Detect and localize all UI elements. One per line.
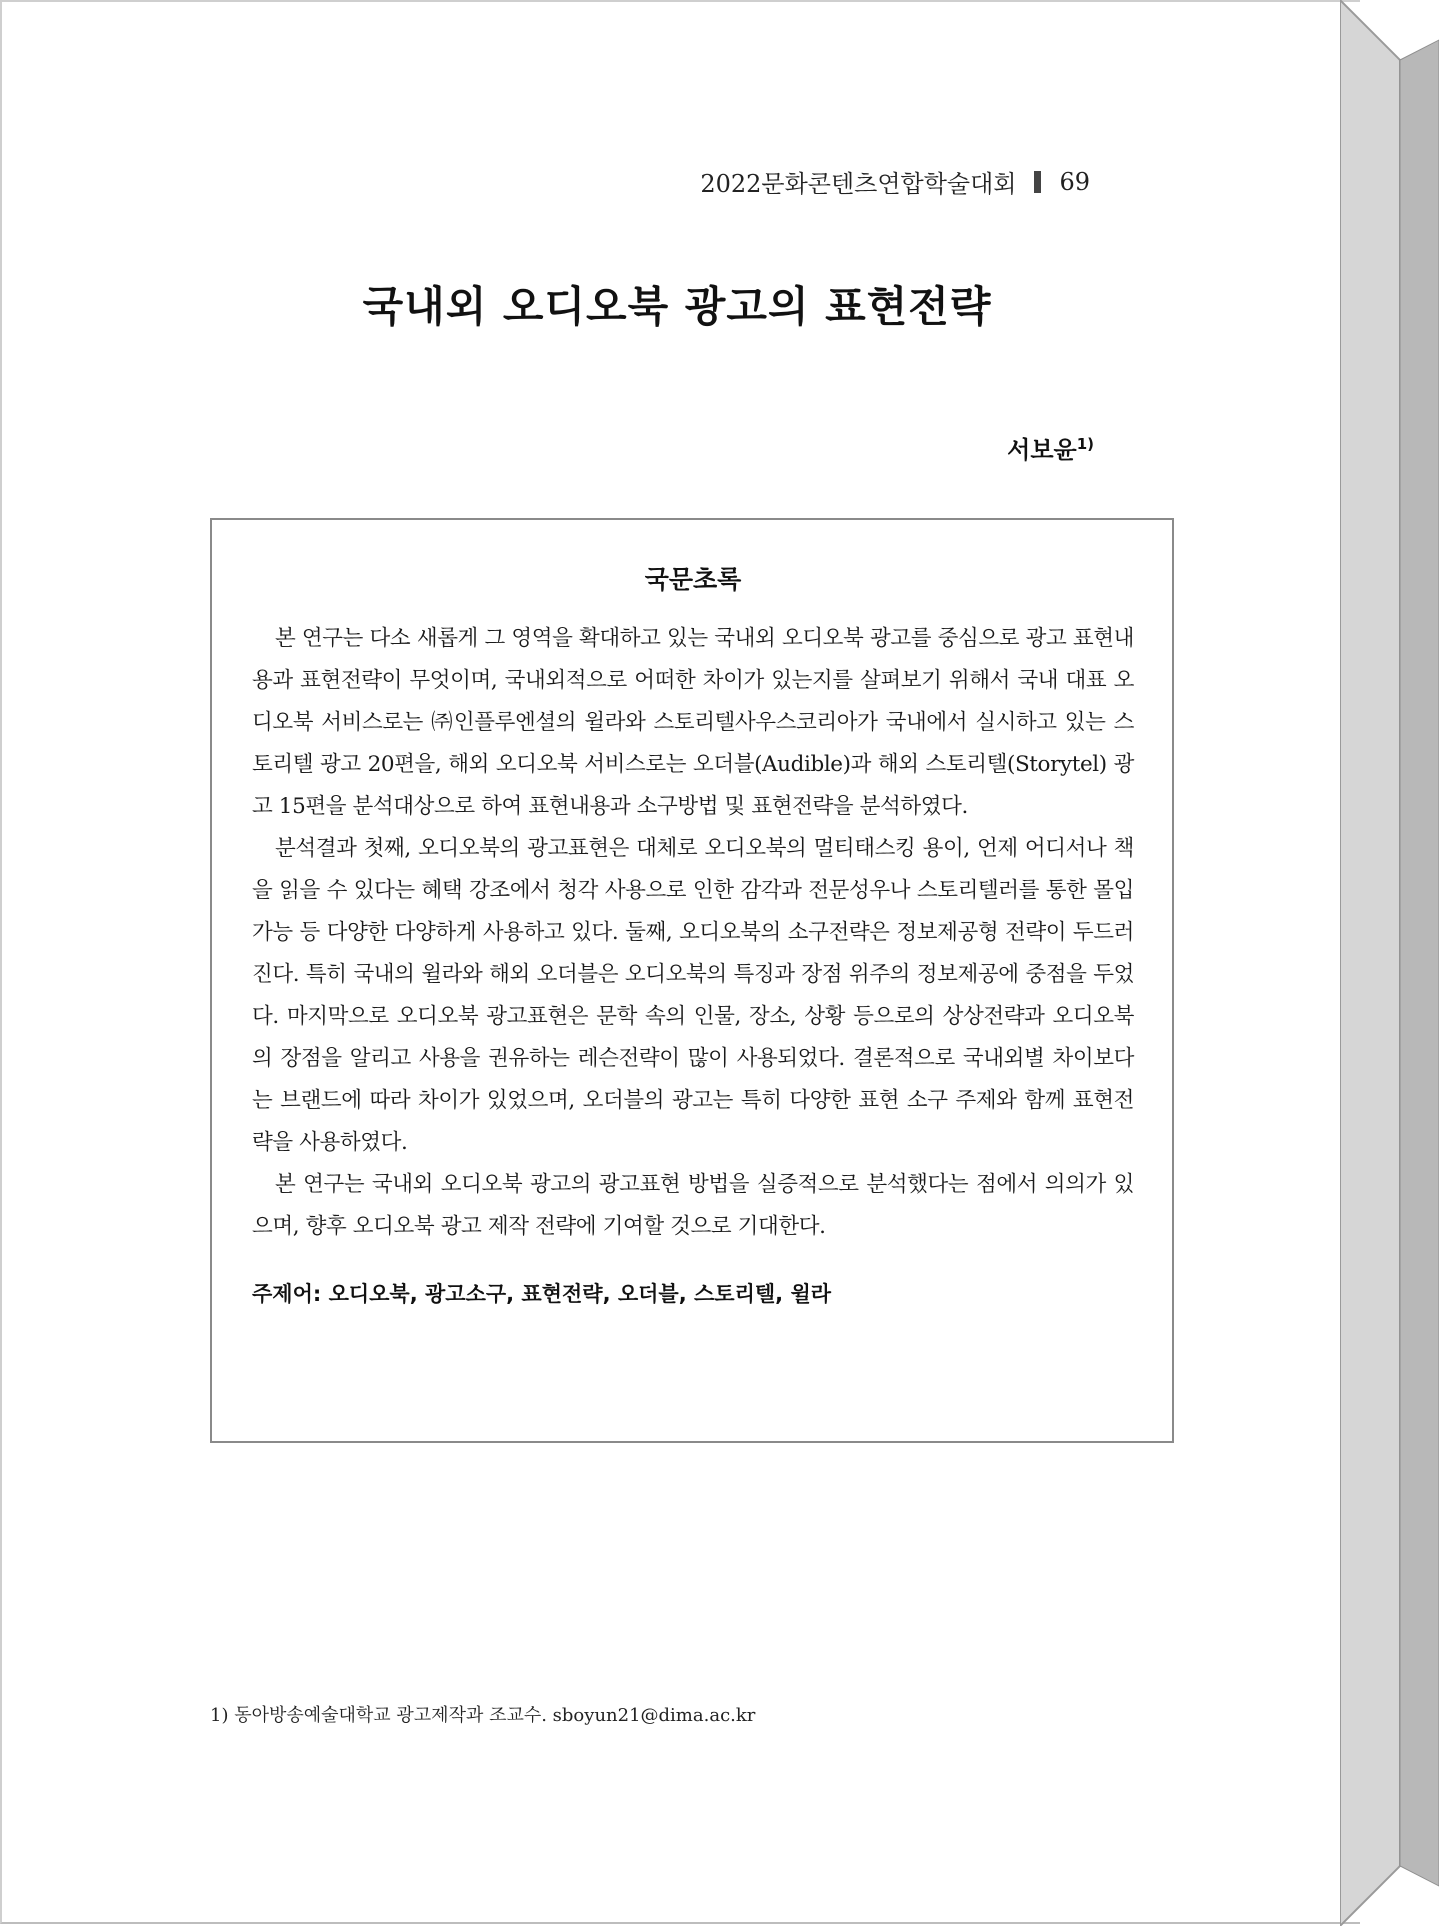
- abstract-paragraph: 본 연구는 다소 새롭게 그 영역을 확대하고 있는 국내외 오디오북 광고를 중심으로 광고 표현내용과 표현전략이 무엇이며, 국내외적으로 어떠한 차이가 있는지를 살펴보기 위해서 국내 대표 오디오북 서비스로는 ㈜인플루엔셜의 윌라와 스토리텔사우스코리아가 국내에서 실시하고 있는 스토리텔 광고 20편을, 해외 오디오북 서비스로는 오더블(Audible)과 해외 스토리텔(Storytel) 광고 15편을 분석대상으로 하여 표현내용과 소구방법 및 표현전략을 분석하였다.: [252, 626, 1134, 819]
- page-number: 69: [1059, 167, 1090, 196]
- running-header: [700, 164, 1090, 199]
- abstract-box: [210, 518, 1174, 1443]
- author-name: 서보윤: [1007, 436, 1077, 464]
- abstract-paragraph: 분석결과 첫째, 오디오북의 광고표현은 대체로 오디오북의 멀티태스킹 용이, 언제 어디서나 책을 읽을 수 있다는 혜택 강조에서 청각 사용으로 인한 감각과 전문성우나 스토리텔러를 통한 몰입 가능 등 다양한 다양하게 사용하고 있다. 둘째, 오디오북의 소구전략은 정보제공형 전략이 두드러진다. 특히 국내의 윌라와 해외 오더블은 오디오북의 특징과 장점 위주의 정보제공에 중점을 두었다. 마지막으로 오디오북 광고표현은 문학 속의 인물, 장소, 상황 등으로의 상상전략과 오디오북의 장점을 알리고 사용을 권유하는 레슨전략이 많이 사용되었다. 결론적으로 국내외별 차이보다는 브랜드에 따라 차이가 있었으며, 오더블의 광고는 특히 다양한 표현 소구 주제와 함께 표현전략을 사용하였다.: [252, 836, 1135, 1155]
- author-footnote-ref: 1): [1076, 435, 1094, 453]
- footnote: 1) 동아방송예술대학교 광고제작과 조교수. sboyun21@dima.ac.kr: [210, 1705, 756, 1726]
- paper-title: 국내외 오디오북 광고의 표현전략: [362, 282, 992, 331]
- header-separator: [1034, 171, 1041, 193]
- author-line: [1007, 430, 1094, 465]
- keywords: 주제어: 오디오북, 광고소구, 표현전략, 오더블, 스토리텔, 윌라: [252, 1282, 832, 1306]
- book-edge: [1340, 0, 1439, 1926]
- conference-name: 2022문화콘텐츠연합학술대회: [700, 170, 1017, 198]
- abstract-heading: 국문초록: [644, 565, 742, 594]
- abstract-paragraph: 본 연구는 국내외 오디오북 광고의 광고표현 방법을 실증적으로 분석했다는 점에서 의의가 있으며, 향후 오디오북 광고 제작 전략에 기여할 것으로 기대한다.: [252, 1172, 1134, 1239]
